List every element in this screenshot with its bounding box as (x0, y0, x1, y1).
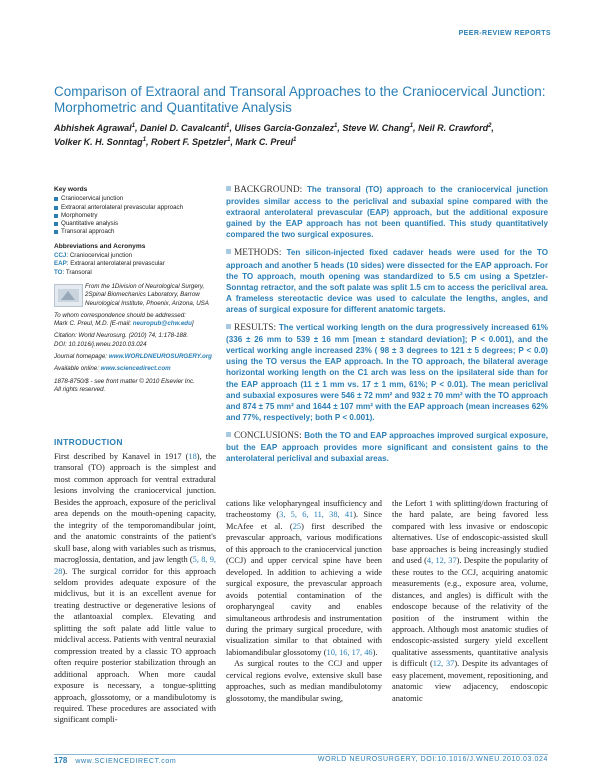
abbreviation-item: TO: Transoral (54, 268, 92, 276)
footer-divider (54, 754, 548, 755)
author-list (54, 120, 554, 148)
article-title: Comparison of Extraoral and Transoral Approaches to the Craniocervical Junction: Morphometric and Quantitative Analysis (54, 84, 546, 115)
body-column-3 (392, 498, 548, 704)
keywords-heading: Key words (54, 186, 88, 193)
affiliation-block (54, 283, 219, 308)
citation-link[interactable]: 18 (188, 452, 197, 461)
paragraph: As surgical routes to the CCJ and upper cervical regions evolve, extensive skull base approaches, such as median mandibulotomy glossotomy, the mandibular swing, (226, 659, 382, 703)
author: Robert F. Spetzler$^1$, (151, 137, 236, 147)
abbreviations-heading: Abbreviations and Acronyms (54, 242, 146, 250)
copyright: 1878-8750/$ - see front matter © 2010 Elsevier Inc. All rights reserved. (54, 377, 195, 393)
abbreviation-item: CCJ: Craniocervical junction (54, 252, 133, 260)
doi: DOI: 10.1016/j.wneu.2010.03.024 (54, 340, 147, 348)
author: Neil R. Crawford$^2$, (418, 123, 494, 133)
author: Mark C. Preul$^1$ (235, 137, 297, 147)
bullet-square-icon (226, 249, 231, 254)
abstract-results: RESULTS: The vertical working length on the dura progressively increased 61% (336 ± 26 mm to 539 ± 16 mm [mean ± standard deviation]; P < 0.001), and the vertical working angle increased 23% ( 98 ± 3 degrees to 121 ± 5 degrees; P < 0.0) using the TO versus the EAP approach. In the TO approach, the bilateral average horizontal working length on the C1 arch was less on the ipsilateral side than for the EAP approach (11 ± 1 mm vs. 17 ± 1 mm, 61%; P < 0.01). The mean periclival and subaxial exposures were 546 ± 72 mm² and 932 ± 70 mm² with the TO approach and 874 ± 75 mm² and 1644 ± 107 mm² with the EAP approach (mean increases 62% and 77%, respectively; both P < 0.001). (226, 323, 549, 422)
citation-link[interactable]: 4, 12, 37 (426, 556, 457, 566)
keyword-item: Morphometry (54, 212, 219, 220)
bullet-square-icon (226, 324, 231, 329)
footer-journal: WORLD NEUROSURGERY, DOI:10.1016/J.WNEU.2010.03.024 (317, 756, 548, 763)
sciencedirect-link[interactable]: www.sciencedirect.com (100, 365, 171, 373)
keyword-item: Transoral approach (54, 228, 219, 236)
citation-link[interactable]: 12, 37 (432, 659, 455, 669)
abbreviation-item: EAP: Extraoral anterolateral prevascular (54, 260, 165, 268)
bullet-square-icon (226, 432, 231, 437)
paragraph: the Lefort 1 with splitting/down fracturing of the hard palate, are being favored less compared with less invasive or endoscopic alternatives. Use of endoscopic-assisted skull base approaches is being increasingly studied and used (4, 12, 37). Despite the popularity of these routes to the CCJ, acquiring anatomic measurements (e.g., exposure area, volume, distances, and angles) is difficult with the endoscope because of the relativity of the position of the instrument within the approach. Although most anatomic studies of endoscopic-assisted surgery yield excellent qualitative assessments, quantitative analysis is difficult (12, 37). Despite its advantages of easy placement, movement, repositioning, and anatomic view adjacency, endoscopic anatomic (392, 499, 549, 703)
section-header: PEER-REVIEW REPORTS (458, 30, 551, 37)
citation-link[interactable]: 25 (292, 521, 302, 531)
keyword-item: Craniocervical junction (54, 195, 219, 203)
keyword-item: Quantitative analysis (54, 220, 219, 228)
affiliation-text: From the 1Division of Neurological Surgery, 2Spinal Biomechanics Laboratory, Barrow Neurological Institute, Phoenix, Arizona, USA (85, 282, 209, 307)
email-link[interactable]: neuropub@chw.edu (132, 320, 192, 328)
author: Volker K. H. Sonntag$^1$, (54, 137, 152, 147)
article-info-sidebar (54, 186, 219, 394)
author: Daniel D. Cavalcanti$^1$, (140, 123, 235, 133)
citation-block: Citation: World Neurosurg. (2010) 74, 1:178-188. DOI: 10.1016/j.wneu.2010.03.024 (54, 332, 219, 349)
citation-link[interactable]: 3, 5, 6, 11, 38, 41 (279, 510, 354, 520)
page-number: 178 (54, 756, 68, 765)
paragraph: cations like velopharyngeal insufficiency and tracheostomy (3, 5, 6, 11, 38, 41). Since McAfee et al. (25) first described the prevascular approach, various modifications of this approach to the craniocervical junction (CCJ) and upper cervical spine have been developed. In addition to achieving a wide surgical exposure, the prevascular approach avoids potential contamination of the oropharyngeal cavity and enables simultaneous arthrodesis and instrumentation during the primary surgical procedure, with visualization similar to that obtained with labiomandibular glossotomy (10, 16, 17, 46). (226, 499, 382, 657)
footer-site-link[interactable]: www.SCIENCEDIRECT.com (75, 758, 177, 765)
body-column-2 (226, 498, 382, 704)
citation-link[interactable]: 5, 8, 9, 28 (54, 555, 217, 576)
journal-homepage: Journal homepage: www.WORLDNEUROSURGERY.org (54, 353, 212, 361)
bni-logo-icon (54, 284, 83, 307)
introduction-heading: INTRODUCTION (54, 437, 123, 447)
correspondence: To whom correspondence should be addressed: Mark C. Preul, M.D. [E-mail: neuropub@chw.edu] (54, 311, 194, 328)
abstract-methods: METHODS: Ten silicon-injected fixed cadaver heads were used for the TO approach and another 5 heads (10 sides) were dissected for the EAP approach. For the TO approach, mouth opening was standardized to 5.5 cm using a Spetzler-Sonntag retractor, and the soft palate was split 1.5 cm to access the periclival area. A frameless stereotactic device was used to calculate the lengths, angles, and areas of surgical exposure for different anatomic targets. (226, 248, 548, 314)
bullet-square-icon (226, 186, 231, 191)
abstract-conclusions: CONCLUSIONS: Both the TO and EAP approaches improved surgical exposure, but the EAP approach provides more significant and consistent gains to the anterolateral periclival and subaxial areas. (226, 430, 548, 464)
citation-link[interactable]: 10, 16, 17, 46 (326, 647, 373, 657)
keyword-item: Extraoral anterolateral prevascular approach (54, 204, 219, 212)
abstract-background: BACKGROUND: The transoral (TO) approach to the craniocervical junction provides similar access to the periclival and subaxial spine compared with the extraoral anterolateral prevascular (EAP) approach, but the additional exposure gained by the EAP approach has not been quantified. This study quantitatively compared the two surgical exposures. (226, 185, 549, 240)
author: Ulises Garcia-Gonzalez$^1$, (234, 123, 343, 133)
abstract (226, 184, 548, 471)
available-online: Available online: www.sciencedirect.com (54, 365, 171, 373)
author: Abhishek Agrawal$^1$, (54, 123, 141, 133)
journal-homepage-link[interactable]: www.WORLDNEUROSURGERY.org (108, 353, 212, 361)
keywords-list (54, 195, 219, 236)
paragraph: First described by Kanavel in 1917 (18), the transoral (TO) approach is the simplest and most common approach for ventral extradural lesions involving the craniocervical junction. Besides the approach, exposure of the periclival area depends on the mouth-opening capacity, the integrity of the temporomandibular joint, and the anatomic constraints of the patient's skull base, along with variables such as trismus, macroglossia, dentation, and jaw length (5, 8, 9, 28). The surgical corridor for this approach seldom provides adequate exposure of the midclivus, but it is an excellent avenue for treating destructive or degenerative lesions of the atlantoaxial complex. Elevating and splitting the soft palate add little value to midclival access. Patients with ventral neuraxial compression treated by a classic TO approach often require posterior stabilization through an additional approach. When more caudal exposure is necessary, a tongue-splitting approach, glossotomy, or a mandibulotomy is required. These procedures are associated with significant compli- (54, 452, 217, 725)
author: Steve W. Chang$^1$, (342, 123, 419, 133)
body-column-1 (54, 451, 216, 726)
